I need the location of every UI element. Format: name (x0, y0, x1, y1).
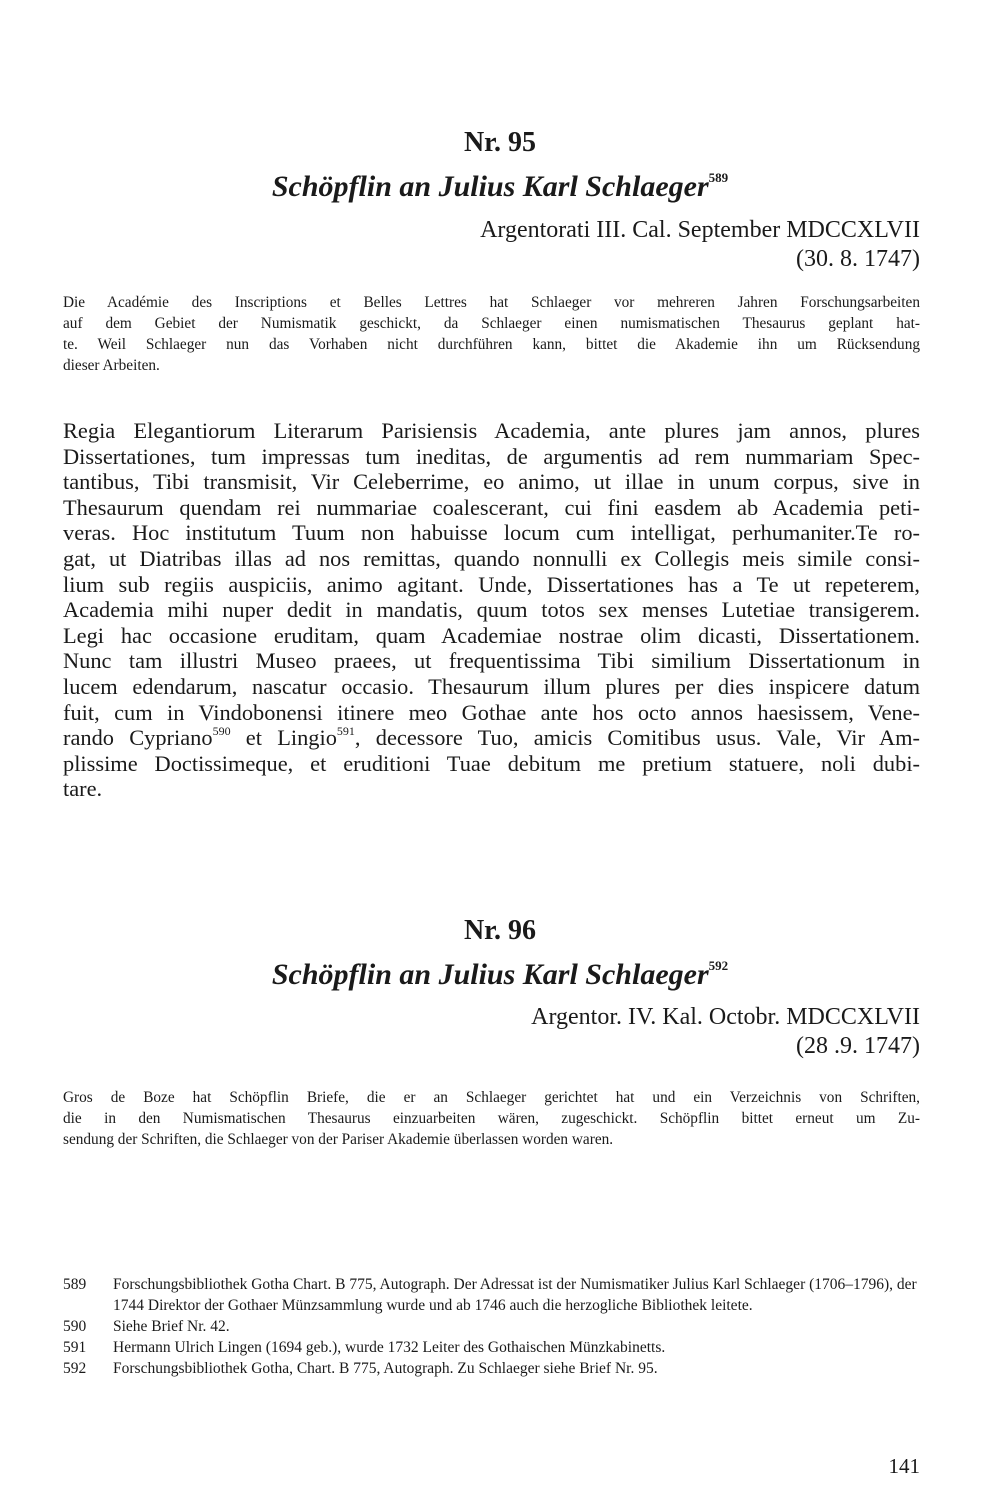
body-line: tantibus, Tibi transmisit, Vir Celeberrime, eo animo, ut illae in unum corpus, sive in (63, 469, 920, 495)
footnote-number: 590 (63, 1318, 87, 1335)
body-line: Regia Elegantiorum Literarum Parisiensis Academia, ante plures jam annos, plures (63, 418, 920, 443)
body-line: Nunc tam illustri Museo praees, ut frequentissima Tibi similium Dissertationum in (63, 648, 920, 674)
page-number: 141 (888, 1454, 920, 1478)
footnote-ref: 589 (708, 170, 729, 185)
footnote (63, 1358, 920, 1379)
footnote-ref: 592 (708, 958, 729, 973)
summary-line: Die Académie des Inscriptions et Belles Lettres hat Schlaeger vor mehreren Jahren Forschungsarbeiten (63, 294, 920, 311)
letter-body (63, 418, 920, 802)
letter-number: Nr. 95 (463, 127, 537, 158)
body-line: Thesaurum quendam rei nummariae coalescerant, cui fini easdem ab Academia peti- (63, 494, 920, 520)
letter-place: Argentorati III. Cal. September MDCCXLVII (480, 217, 920, 243)
letter-title-text: Schöpflin an Julius Karl Schlaeger (271, 170, 709, 203)
footnote-text: Siehe Brief Nr. 42. (113, 1318, 230, 1335)
letter-date: (28 .9. 1747) (796, 1033, 920, 1059)
footnote-text: Forschungsbibliothek Gotha Chart. B 775, Autograph. Der Adressat ist der Numismatiker Julius Karl Schlaeger (1706–1796), der 1744 Direktor der Gothaer Münzsammlung wurde und ab 1746 auch die herzogliche Bibliothek leitete. (113, 1276, 917, 1314)
footnotes (63, 1274, 920, 1379)
body-line: veras. Hoc institutum Tuum non habuisse locum cum intelligat, perhumaniter.Te ro- (63, 520, 920, 546)
body-line-text: , decessore Tuo, amicis Comitibus usus. Vale, Vir Am- (354, 725, 921, 751)
summary-line: sendung der Schriften, die Schlaeger von der Pariser Akademie überlassen worden waren. (63, 1131, 614, 1148)
footnote-ref: 590 (212, 724, 231, 739)
footnote-number: 591 (63, 1339, 87, 1356)
summary-line: die in den Numismatischen Thesaurus einzuarbeiten wären, zugeschickt. Schöpflin bittet erneut um Zu- (63, 1110, 920, 1127)
footnote-number: 589 (63, 1276, 87, 1293)
summary-line: auf dem Gebiet der Numismatik geschickt, da Schlaeger einen numismatischen Thesaurus geplant hat- (63, 315, 920, 332)
body-line: lucem edendarum, nascatur occasio. Thesaurum illum plures per dies inspicere datum (63, 673, 920, 699)
body-line: Academia mihi nuper dedit in mandatis, quum totos sex menses Lutetiae transigerem. (63, 597, 920, 623)
letter-title-text: Schöpflin an Julius Karl Schlaeger (271, 958, 709, 991)
place-date (531, 1003, 920, 1061)
letter-title (0, 958, 1000, 992)
place-date (480, 216, 920, 274)
footnote (63, 1274, 920, 1316)
body-line (63, 725, 920, 751)
summary-line: te. Weil Schlaeger nun das Vorhaben nicht durchführen kann, bittet die Akademie ihn um Rücksendung (63, 336, 920, 353)
summary-line: Gros de Boze hat Schöpflin Briefe, die er an Schlaeger gerichtet hat und ein Verzeichnis von Schriften, (63, 1089, 920, 1106)
footnote-text: Forschungsbibliothek Gotha, Chart. B 775, Autograph. Zu Schlaeger siehe Brief Nr. 95. (113, 1360, 658, 1377)
body-line: Dissertationes, tum impressas tum ineditas, de argumentis ad rem nummariam Spec- (63, 443, 920, 469)
summary-line: dieser Arbeiten. (63, 357, 160, 374)
letter-place: Argentor. IV. Kal. Octobr. MDCCXLVII (531, 1004, 920, 1030)
footnote-number: 592 (63, 1360, 87, 1377)
footnote (63, 1316, 920, 1337)
body-line: fuit, cum in Vindobonensi itinere meo Gothae ante hos octo annos haesissem, Vene- (63, 699, 920, 725)
body-line: gat, ut Diatribas illas ad nos remittas, quando nonnulli ex Collegis meis simile consi- (63, 545, 920, 571)
letter-date: (30. 8. 1747) (796, 246, 920, 272)
letter-summary (63, 292, 920, 376)
letter-number: Nr. 96 (463, 915, 537, 946)
letter-title (0, 170, 1000, 204)
body-line: tare. (63, 776, 103, 802)
footnote-text: Hermann Ulrich Lingen (1694 geb.), wurde 1732 Leiter des Gothaischen Münzkabinetts. (113, 1339, 666, 1356)
body-line: plissime Doctissimeque, et eruditioni Tuae debitum me pretium statuere, noli dubi- (63, 750, 920, 776)
body-line: Legi hac occasione eruditam, quam Academiae nostrae olim dicasti, Dissertationem. (63, 622, 920, 648)
footnote (63, 1337, 920, 1358)
letter-summary (63, 1087, 920, 1150)
body-line-text: et Lingio (230, 725, 337, 751)
body-line: lium sub regiis auspiciis, animo agitant. Unde, Dissertationes has a Te ut repeterem, (63, 571, 920, 597)
footnote-ref: 591 (336, 724, 355, 739)
body-line-text: rando Cypriano (63, 725, 213, 751)
